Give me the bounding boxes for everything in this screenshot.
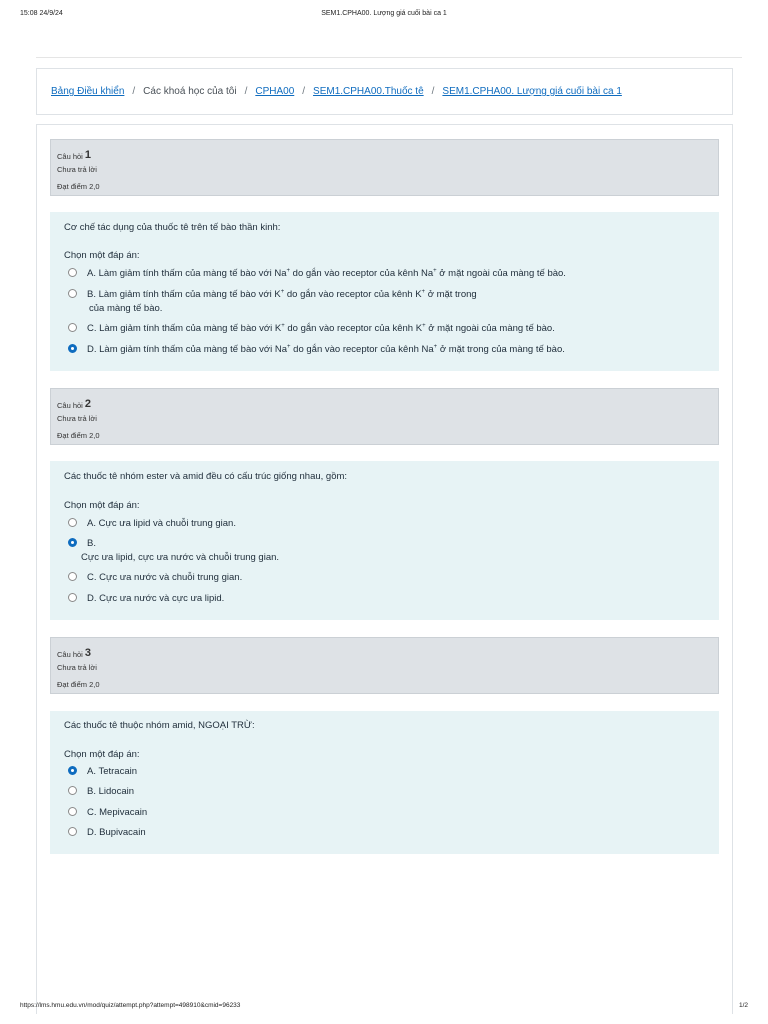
breadcrumb-my-courses: Các khoá học của tôi	[143, 86, 237, 97]
question-text: Các thuốc tê nhóm ester và amid đều có cấu trúc giống nhau, gồm:	[64, 471, 348, 482]
print-title: SEM1.CPHA00. Lượng giá cuối bài ca 1	[321, 10, 447, 17]
question-label: Câu hỏi	[57, 152, 83, 161]
question-state: Chưa trả lời	[57, 663, 97, 672]
breadcrumb-separator: /	[132, 86, 136, 97]
question-number: 2	[84, 398, 91, 410]
answer-label: C. Cực ưa nước và chuỗi trung gian.	[87, 572, 243, 583]
question-mark: Đạt điểm 2,0	[57, 680, 100, 689]
radio-button[interactable]	[68, 518, 77, 527]
question-number: 3	[84, 647, 91, 659]
answer-option-c[interactable]	[68, 571, 242, 584]
question-content-1	[50, 212, 719, 371]
breadcrumb-quiz-link[interactable]: SEM1.CPHA00. Lượng giá cuối bài ca 1	[442, 86, 622, 97]
answer-prompt: Chọn một đáp án:	[64, 749, 140, 760]
breadcrumb-separator: /	[431, 86, 435, 97]
question-info-2	[50, 388, 719, 445]
answer-option-b[interactable]	[68, 785, 134, 798]
question-text: Các thuốc tê thuộc nhóm amid, NGOẠI TRỪ:	[64, 720, 255, 731]
print-footer	[20, 1002, 748, 1009]
answer-option-a[interactable]	[68, 765, 137, 778]
answer-option-d[interactable]	[68, 592, 224, 605]
print-page-number: 1/2	[738, 1002, 748, 1009]
breadcrumb-dashboard-link[interactable]: Bảng Điều khiển	[51, 86, 125, 97]
answer-label: C. Làm giảm tính thấm của màng tế bào với K+ do gắn vào receptor của kênh K+ ở mặt ngoài của màng tế bào.	[87, 322, 555, 334]
radio-button[interactable]	[68, 572, 77, 581]
breadcrumb	[36, 68, 733, 115]
print-header	[20, 10, 748, 24]
question-mark: Đạt điểm 2,0	[57, 182, 100, 191]
answer-option-a[interactable]	[68, 267, 566, 280]
answer-option-d[interactable]	[68, 826, 146, 839]
answer-option-b[interactable]	[68, 537, 96, 550]
answer-label: A. Tetracain	[87, 766, 137, 777]
radio-button[interactable]	[68, 807, 77, 816]
answer-prompt: Chọn một đáp án:	[64, 500, 140, 511]
answer-label: A. Làm giảm tính thấm của màng tế bào với Na+ do gắn vào receptor của kênh Na+ ở mặt ngoài của màng tế bào.	[87, 267, 566, 279]
breadcrumb-course-link[interactable]: CPHA00	[255, 86, 295, 97]
answer-label: B.	[87, 538, 96, 549]
radio-button-selected[interactable]	[68, 344, 77, 353]
answer-label: B. Làm giảm tính thấm của màng tế bào với K+ do gắn vào receptor của kênh K+ ở mặt trong	[87, 288, 477, 300]
print-url: https://lms.hmu.edu.vn/mod/quiz/attempt.php?attempt=498910&cmid=96233	[20, 1002, 241, 1009]
question-label: Câu hỏi	[57, 401, 83, 410]
divider	[36, 57, 742, 58]
answer-label: D. Bupivacain	[87, 827, 146, 838]
answer-option-c[interactable]	[68, 806, 147, 819]
radio-button-selected[interactable]	[68, 538, 77, 547]
answer-option-c[interactable]	[68, 322, 555, 335]
radio-button[interactable]	[68, 786, 77, 795]
answer-label: D. Cực ưa nước và cực ưa lipid.	[87, 593, 225, 604]
question-content-3	[50, 711, 719, 854]
answer-option-b[interactable]	[68, 288, 477, 301]
question-text: Cơ chế tác dụng của thuốc tê trên tế bào thần kinh:	[64, 222, 281, 233]
question-state: Chưa trả lời	[57, 414, 97, 423]
answer-label: B. Lidocain	[87, 786, 135, 797]
breadcrumb-section-link[interactable]: SEM1.CPHA00.Thuốc tê	[313, 86, 424, 97]
question-content-2	[50, 461, 719, 620]
question-info-3	[50, 637, 719, 694]
question-label: Câu hỏi	[57, 650, 83, 659]
breadcrumb-separator: /	[302, 86, 306, 97]
answer-label: A. Cực ưa lipid và chuỗi trung gian.	[87, 518, 236, 529]
radio-button[interactable]	[68, 827, 77, 836]
answer-prompt: Chọn một đáp án:	[64, 250, 140, 261]
breadcrumb-separator: /	[244, 86, 248, 97]
radio-button[interactable]	[68, 593, 77, 602]
question-mark: Đạt điểm 2,0	[57, 431, 100, 440]
radio-button[interactable]	[68, 268, 77, 277]
answer-option-d[interactable]	[68, 343, 565, 356]
print-datetime: 15:08 24/9/24	[20, 10, 63, 17]
radio-button-selected[interactable]	[68, 766, 77, 775]
radio-button[interactable]	[68, 289, 77, 298]
answer-label-continued: của màng tế bào.	[89, 303, 163, 314]
question-state: Chưa trả lời	[57, 165, 97, 174]
answer-label: D. Làm giảm tính thấm của màng tế bào với Na+ do gắn vào receptor của kênh Na+ ở mặt trong của màng tế bào.	[87, 343, 565, 355]
question-number: 1	[84, 149, 91, 161]
radio-button[interactable]	[68, 323, 77, 332]
answer-option-a[interactable]	[68, 517, 236, 530]
answer-label: C. Mepivacain	[87, 807, 148, 818]
question-info-1	[50, 139, 719, 196]
answer-label-continued: Cực ưa lipid, cực ưa nước và chuỗi trung gian.	[81, 552, 280, 563]
